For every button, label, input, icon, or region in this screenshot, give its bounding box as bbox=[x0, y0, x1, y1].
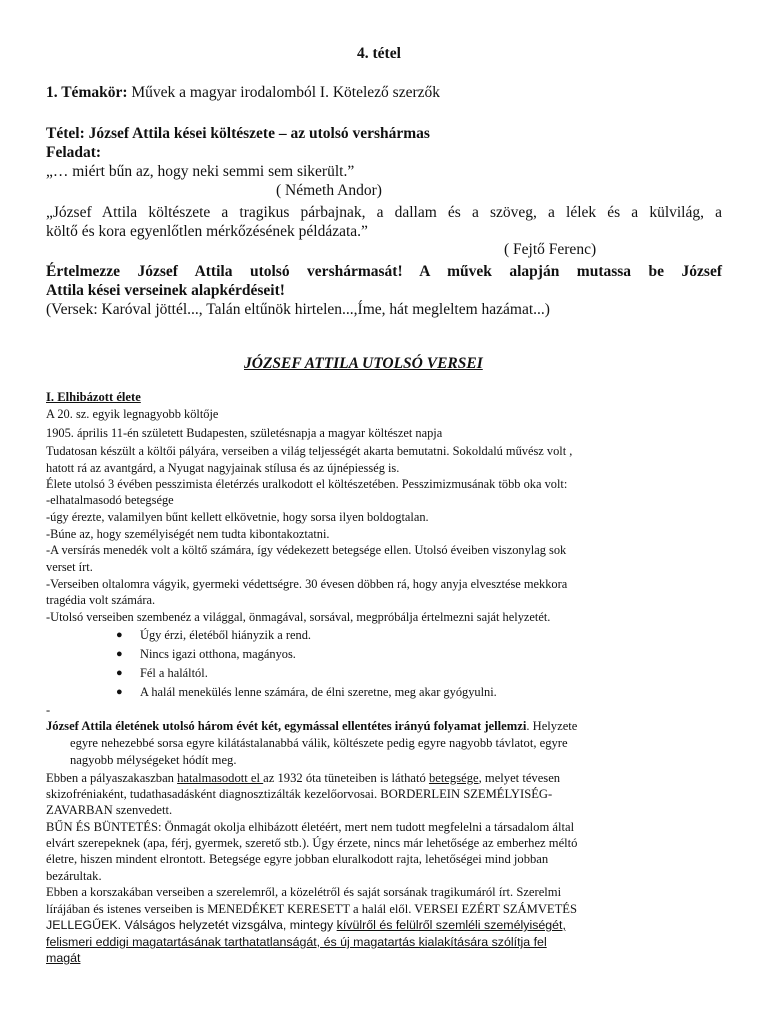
para1-rest: . Helyzete bbox=[526, 719, 578, 733]
thesis-line: Tétel: József Attila kései költészete – az utolsó vershármas bbox=[46, 125, 430, 142]
body-line: Élete utolsó 3 évében pesszimista életérzés uralkodott el költészetében. Pesszimizmusának több oka volt: bbox=[46, 477, 568, 491]
subheading-elhibazott: I. Elhibázott élete bbox=[46, 390, 141, 404]
para1-bold: József Attila életének utolsó három évét két, egymással ellentétes irányú folyamat jellemzi bbox=[46, 719, 527, 733]
instruction-line-1: Értelmezze József Attila utolsó vershármasát! A művek alapján mutassa be József bbox=[46, 263, 722, 280]
bullet-dot-icon: ● bbox=[116, 686, 123, 698]
topic-text: Művek a magyar irodalomból I. Kötelező szerzők bbox=[127, 84, 440, 101]
para3-line-2: elvárt szerepeknek (apa, férj, gyermek, szerető stb.). Úgy érzete, nincs már lehetősége az emberhez méltó bbox=[46, 836, 578, 850]
para4-line-1: Ebben a korszakában verseiben a szerelemről, a közelétről és saját sorsának tragikumáról írt. Szerelmi bbox=[46, 885, 562, 899]
bullet-dot-icon: ● bbox=[116, 629, 123, 641]
task-label: Feladat: bbox=[46, 144, 102, 161]
para3-line-1: BŰN ÉS BÜNTETÉS: Önmagát okolja elhibázott életéért, mert nem tudott megfelelni a társadalom által bbox=[46, 820, 575, 834]
body-line: -Verseiben oltalomra vágyik, gyermeki védettségre. 30 évesen döbben rá, hogy anyja elvesztése mekkora bbox=[46, 577, 568, 591]
instruction-line-2: Attila kései verseinek alapkérdéseit! bbox=[46, 282, 285, 299]
body-line: Tudatosan készült a költői pályára, verseiben a világ teljességét akarta bemutatni. Sokoldalú művész volt , bbox=[46, 444, 573, 458]
para1-line-1 bbox=[46, 718, 577, 734]
section-heading: JÓZSEF ATTILA UTOLSÓ VERSEI bbox=[244, 355, 483, 372]
para4-line-3 bbox=[46, 917, 566, 933]
para2-text: , melyet tévesen bbox=[478, 771, 561, 785]
quote-fejto-line-2: költő és kora egyenlőtlen mérkőzésének példázata.” bbox=[46, 223, 368, 240]
para2-line-3: ZAVARBAN szenvedett. bbox=[46, 803, 173, 817]
para4-underlined: kívülről és felülről szemléli személyiségét, bbox=[336, 918, 566, 932]
list-item: Úgy érzi, életéből hiányzik a rend. bbox=[140, 628, 311, 642]
quote-nemeth-author: ( Németh Andor) bbox=[276, 182, 382, 199]
quote-fejto-line-1: „József Attila költészete a tragikus párbajnak, a dallam és a szöveg, a lélek és a külvilág, a bbox=[46, 204, 722, 221]
document-title: 4. tétel bbox=[357, 45, 401, 62]
para2-underlined: hatalmasodott el bbox=[177, 771, 264, 785]
para2-text: Ebben a pályaszakaszban bbox=[46, 771, 178, 785]
body-line: tragédia volt számára. bbox=[46, 593, 156, 607]
bullet-dot-icon: ● bbox=[116, 648, 123, 660]
para4-line-5: magát bbox=[46, 951, 81, 965]
para2-underlined: betegsége bbox=[428, 771, 479, 785]
topic-label: 1. Témakör: bbox=[46, 84, 128, 101]
para4-line-4: felismeri eddigi magatartásának tarthatatlanságát, és új magatartás kialakítására szólítja fel bbox=[46, 935, 547, 949]
quote-fejto-author: ( Fejtő Ferenc) bbox=[504, 241, 597, 258]
para1-line-3: nagyobb mélységeket hódít meg. bbox=[70, 753, 237, 767]
quote-nemeth: „… miért bűn az, hogy neki semmi sem sikerült.” bbox=[46, 163, 355, 180]
body-line: hatott rá az avantgárd, a Nyugat nagyjainak stílusa és az újnépiesség is. bbox=[46, 461, 400, 475]
para2-line-2: skizofréniaként, tudathasadásként diagnosztizálták kezelőorvosai. BORDERLEIN SZEMÉLYISÉG- bbox=[46, 787, 553, 801]
dash-marker: - bbox=[46, 703, 51, 717]
para3-line-4: bezárultak. bbox=[46, 869, 102, 883]
para3-line-3: életre, hiszen mindent elrontott. Betegsége egyre jobban eluralkodott rajta, lehetőségei mind jobban bbox=[46, 852, 549, 866]
list-item: Fél a haláltól. bbox=[140, 666, 208, 680]
body-line: -úgy érezte, valamilyen bűnt kellett elkövetnie, hogy sorsa ilyen boldogtalan. bbox=[46, 510, 429, 524]
para1-line-2: egyre nehezebbé sorsa egyre kilátástalanabbá válik, költészete pedig egyre nagyobb távlatot, egyre bbox=[70, 736, 568, 750]
bullet-dot-icon: ● bbox=[116, 667, 123, 679]
list-item: Nincs igazi otthona, magányos. bbox=[140, 647, 296, 661]
list-item: A halál menekülés lenne számára, de élni szeretne, meg akar gyógyulni. bbox=[140, 685, 497, 699]
body-line: verset írt. bbox=[46, 560, 93, 574]
para4-text: JELLEGŰEK. Válságos helyzetét vizsgálva, mintegy bbox=[46, 918, 337, 932]
para4-line-2: lírájában és istenes verseiben is MENEDÉKET KERESETT a halál elől. VERSEI EZÉRT SZÁMVETÉS bbox=[46, 902, 578, 916]
topic-line bbox=[46, 83, 440, 102]
para2-line-1 bbox=[46, 770, 560, 786]
body-line: 1905. április 11-én született Budapesten, születésnapja a magyar költészet napja bbox=[46, 426, 443, 440]
body-line: -Utolsó verseiben szembenéz a világgal, önmagával, sorsával, megpróbálja értelmezni saját helyzetét. bbox=[46, 610, 551, 624]
poems-list: (Versek: Karóval jöttél..., Talán eltűnök hirtelen...,Íme, hát megleltem hazámat...) bbox=[46, 301, 550, 318]
body-line: -elhatalmasodó betegsége bbox=[46, 493, 174, 507]
body-line: A 20. sz. egyik legnagyobb költője bbox=[46, 407, 219, 421]
body-line: -A versírás menedék volt a költő számára, így védekezett betegsége ellen. Utolsó éveiben viszonylag sok bbox=[46, 543, 567, 557]
body-line: -Búne az, hogy személyiségét nem tudta kibontakoztatni. bbox=[46, 527, 330, 541]
para2-text: az 1932 óta tüneteiben is látható bbox=[263, 771, 429, 785]
